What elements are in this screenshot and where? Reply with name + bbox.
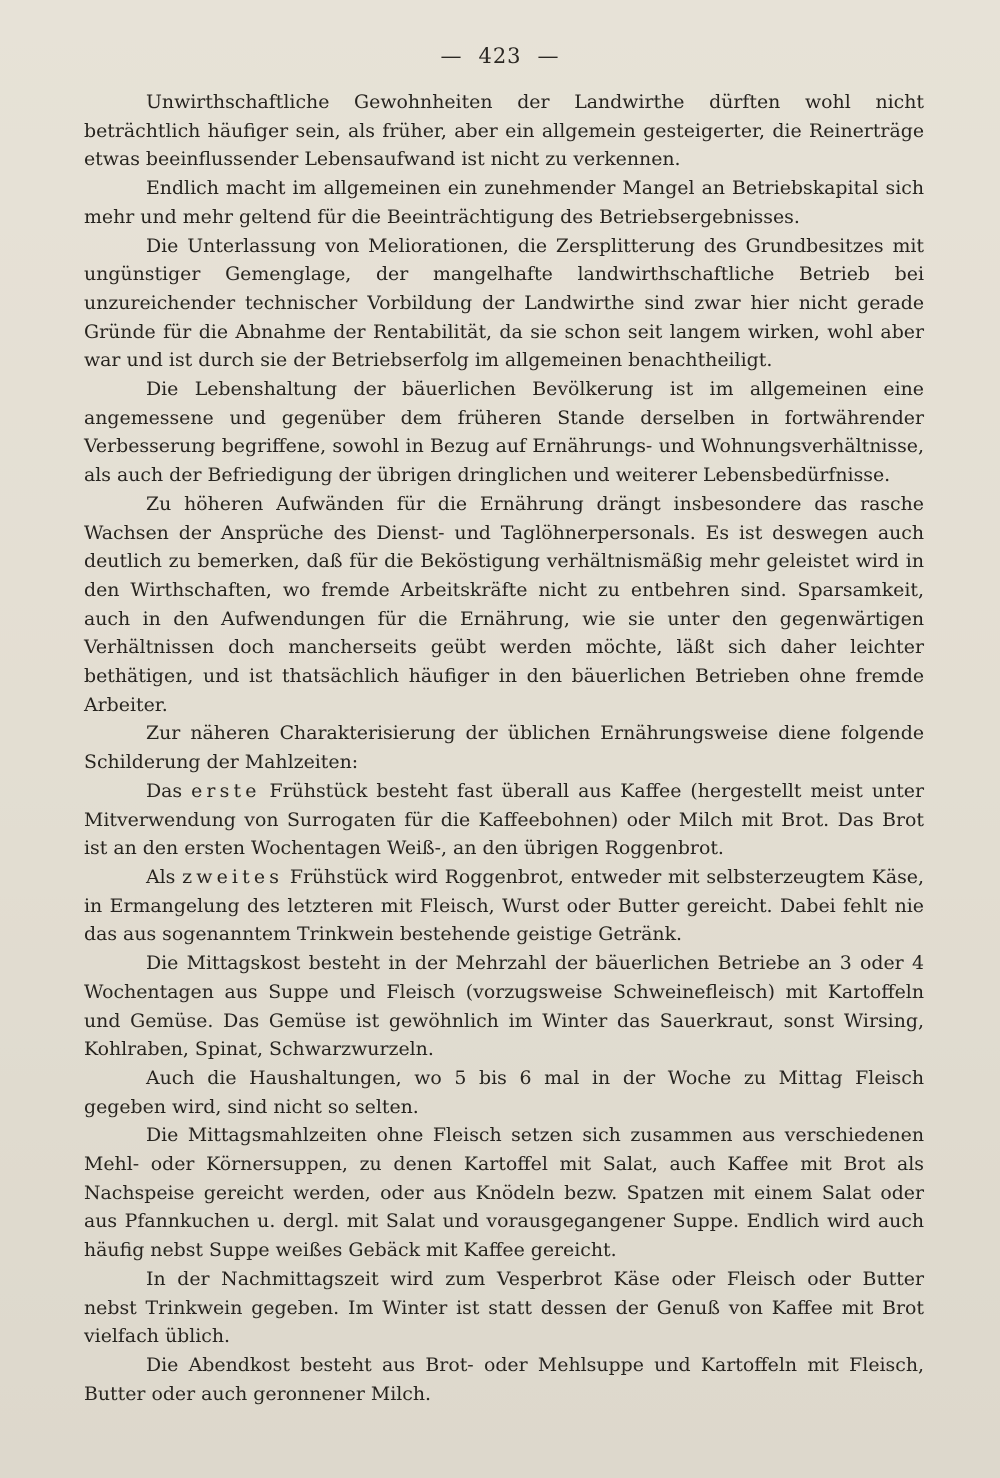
text-run: Die Mittagskost besteht in der Mehrzahl der bäuerlichen Betriebe an 3 oder 4 Wochentagen aus Suppe und Fleisch (vorzugsweise Schweinefleisch) mit Kartoffeln und Gemüse. Das Gemüse ist gewöhnlich im Winter das Sauerkraut, sonst Wirsing, Kohlraben, Spinat, Schwarzwurzeln. — [84, 952, 924, 1061]
paragraph — [84, 1064, 924, 1121]
paragraph — [84, 777, 924, 863]
page-number-dash-right: — — [537, 44, 560, 68]
emphasized-word: zweites — [182, 865, 284, 888]
paragraph — [84, 174, 924, 231]
paragraph — [84, 863, 924, 949]
page-number-value: 423 — [478, 44, 522, 68]
paragraph — [84, 1265, 924, 1351]
paragraph — [84, 949, 924, 1064]
emphasized-word: erste — [191, 779, 261, 802]
text-run: Die Mittagsmahlzeiten ohne Fleisch setzen sich zusammen aus verschiedenen Mehl- oder Körnersuppen, zu denen Kartoffel mit Salat, auch Kaffee mit Brot als Nachspeise gereicht werden, oder aus Knödeln bezw. Spatzen mit einem Salat oder aus Pfannkuchen u. dergl. mit Salat und vorausgegangener Suppe. Endlich wird auch häufig nebst Suppe weißes Gebäck mit Kaffee gereicht. — [84, 1124, 924, 1262]
text-run: Endlich macht im allgemeinen ein zunehmender Mangel an Betriebskapital sich mehr und mehr geltend für die Beeinträchtigung des Betriebsergebnisses. — [84, 177, 924, 228]
text-run: Die Lebenshaltung der bäuerlichen Bevölkerung ist im allgemeinen eine angemessene und gegenüber dem früheren Stande derselben in fortwährender Verbesserung begriffene, sowohl in Bezug auf Ernährungs- und Wohnungsverhältnisse, als auch der Befriedigung der übrigen dringlichen und weiterer Lebensbedürfnisse. — [84, 378, 924, 487]
paragraph — [84, 1121, 924, 1265]
text-run: Die Unterlassung von Meliorationen, die Zersplitterung des Grundbesitzes mit ungünstiger Gemenglage, der mangelhafte landwirthschaftliche Betrieb bei unzureichender technischer Vorbildung der Landwirthe sind zwar hier nicht gerade Gründe für die Abnahme der Rentabilität, da sie schon seit langem wirken, wohl aber war und ist durch sie der Betriebserfolg im allgemeinen benachtheiligt. — [84, 234, 924, 372]
paragraph — [84, 1351, 924, 1408]
body-text — [84, 88, 924, 1408]
text-run: Zur näheren Charakterisierung der üblichen Ernährungsweise diene folgende Schilderung der Mahlzeiten: — [84, 722, 924, 774]
text-run: Unwirthschaftliche Gewohnheiten der Landwirthe dürften wohl nicht beträchtlich häufiger sein, als früher, aber ein allgemein gesteigerter, die Reinerträge etwas beeinflussender Lebensaufwand ist nicht zu verkennen. — [84, 91, 924, 171]
text-run: Frühstück wird Roggenbrot, entweder mit selbsterzeugtem Käse, in Ermangelung des letzteren mit Fleisch, Wurst oder Butter gereicht. Dabei fehlt nie das aus sogenanntem Trinkwein bestehende geistige Getränk. — [84, 865, 924, 946]
text-run: Auch die Haushaltungen, wo 5 bis 6 mal in der Woche zu Mittag Fleisch gegeben wird, sind nicht so selten. — [84, 1066, 924, 1118]
text-run: Frühstück besteht fast überall aus Kaffee (hergestellt meist unter Mitverwendung von Surrogaten für die Kaffeebohnen) oder Milch mit Brot. Das Brot ist an den ersten Wochentagen Weiß-, an den übrigen Roggenbrot. — [84, 779, 924, 860]
paragraph — [84, 232, 924, 376]
text-run: Als — [146, 865, 183, 888]
text-run: Die Abendkost besteht aus Brot- oder Mehlsuppe und Kartoffeln mit Fleisch, Butter oder auch geronnener Milch. — [84, 1353, 924, 1405]
paragraph — [84, 375, 924, 490]
page-number — [0, 44, 1000, 68]
paragraph — [84, 490, 924, 720]
text-run: Das — [146, 779, 192, 802]
text-run: Zu höheren Aufwänden für die Ernährung drängt insbesondere das rasche Wachsen der Ansprüche des Dienst- und Taglöhnerpersonals. Es ist deswegen auch deutlich zu bemerken, daß für die Beköstigung verhältnismäßig mehr geleistet wird in den Wirthschaften, wo fremde Arbeitskräfte nicht zu entbehren sind. Sparsamkeit, auch in den Aufwendungen für die Ernährung, wie sie unter den gegenwärtigen Verhältnissen doch mancherseits geübt werden möchte, läßt sich daher leichter bethätigen, und ist thatsächlich häufiger in den bäuerlichen Betrieben ohne fremde Arbeiter. — [84, 492, 924, 716]
paragraph — [84, 719, 924, 776]
text-run: In der Nachmittagszeit wird zum Vesperbrot Käse oder Fleisch oder Butter nebst Trinkwein gegeben. Im Winter ist statt dessen der Genuß von Kaffee mit Brot vielfach üblich. — [84, 1267, 924, 1348]
page-number-dash-left: — — [440, 44, 463, 68]
paragraph — [84, 88, 924, 174]
